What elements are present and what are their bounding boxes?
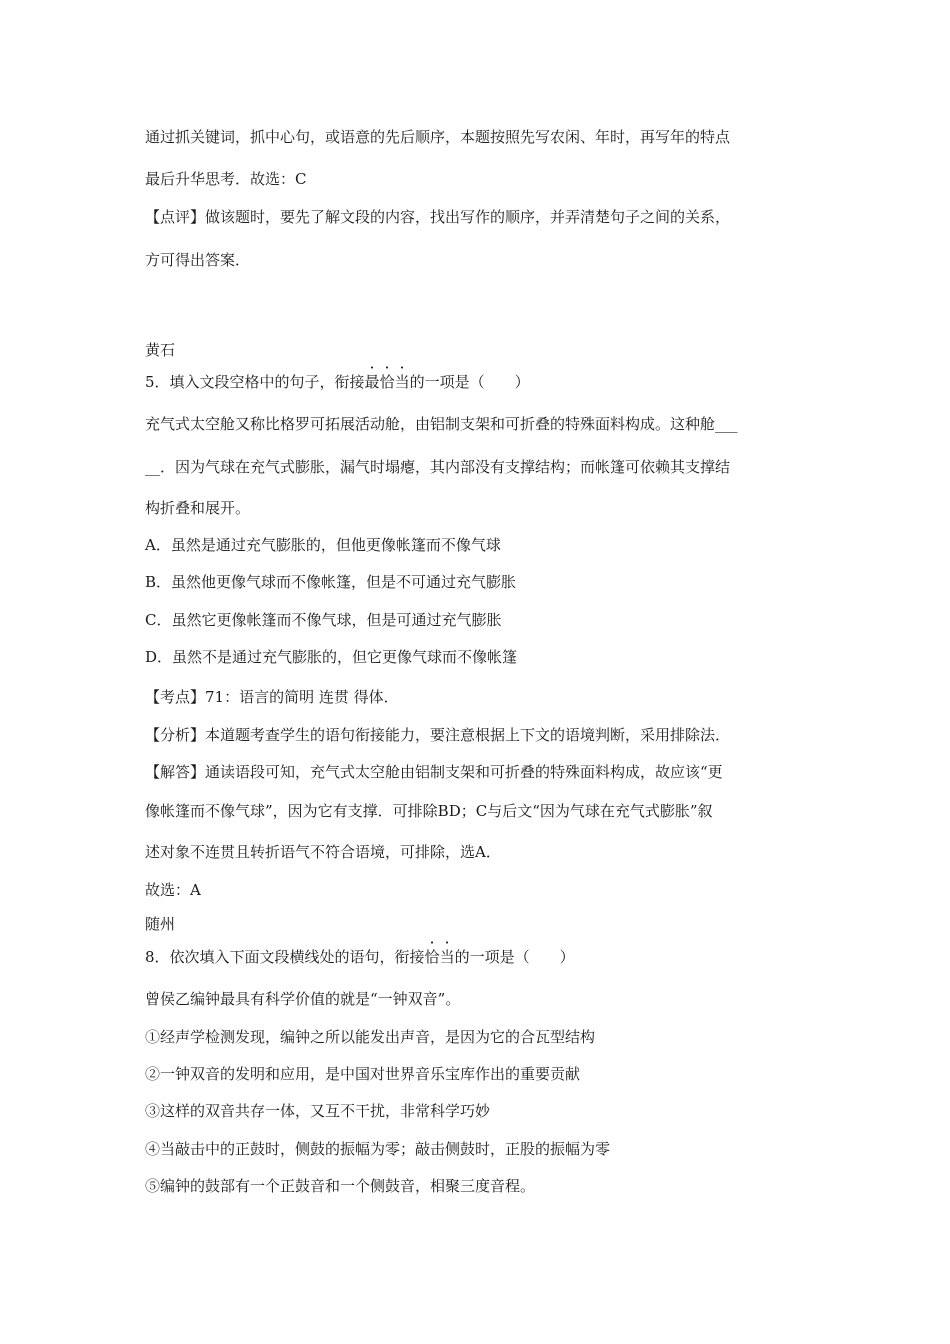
q5-analysis: 【分析】本道题考查学生的语句衔接能力，要注意根据上下文的语境判断，采用排除法． [145, 726, 731, 744]
q5-answer-3: 述对象不连贯且转折语气不符合语境，可排除，选A． [145, 843, 501, 861]
text-line-4: 方可得出答案． [145, 251, 251, 269]
q5-option-c: C．虽然它更像帐篷而不像气球，但是可通过充气膨胀 [145, 611, 502, 629]
q8-suffix: 的一项是（ ） [454, 948, 575, 966]
q5-emphasis-2: 恰 [379, 373, 395, 391]
q8-sentence-1: ①经声学检测发现，编钟之所以能发出声音，是因为它的合瓦型结构 [145, 1028, 596, 1046]
q5-passage-2: __．因为气球在充气式膨胀，漏气时塌瘪，其内部没有支撑结构；而帐篷可依赖其支撑结 [145, 458, 731, 476]
q5-emphasis-1: 最 [364, 373, 380, 391]
region-label-suizhou: 随州 [145, 915, 176, 933]
q5-passage-3: 构折叠和展开。 [145, 499, 251, 517]
q8-sentence-4: ④当敲击中的正鼓时，侧鼓的振幅为零；敲击侧鼓时，正股的振幅为零 [145, 1140, 611, 1158]
question-8-title [145, 947, 575, 967]
text-line-3: 【点评】做该题时，要先了解文段的内容，找出写作的顺序，并弄清楚句子之间的关系， [145, 208, 731, 226]
q5-answer-1: 【解答】通读语段可知，充气式太空舱由铝制支架和可折叠的特殊面料构成，故应该“更 [145, 763, 723, 781]
q5-answer-2: 像帐篷而不像气球”，因为它有支撑．可排除BD；C与后文“因为气球在充气式膨胀”叙 [145, 802, 713, 820]
q5-choice: 故选：A [145, 881, 201, 899]
text-line-1: 通过抓关键词，抓中心句，或语意的先后顺序，本题按照先写农闲、年时，再写年的特点 [145, 128, 731, 146]
question-5-title [145, 372, 530, 392]
q8-passage: 曾侯乙编钟最具有科学价值的就是“一钟双音”。 [145, 990, 461, 1008]
q5-emphasis-3: 当 [394, 373, 410, 391]
q8-sentence-2: ②一钟双音的发明和应用，是中国对世界音乐宝库作出的重要贡献 [145, 1065, 581, 1083]
q8-prefix: 8．依次填入下面文段横线处的语句，衔接 [145, 948, 425, 966]
q5-suffix: 的一项是（ ） [409, 373, 530, 391]
text-line-2: 最后升华思考．故选：C [145, 170, 307, 188]
q5-kaodian: 【考点】71：语言的简明 连贯 得体． [145, 688, 399, 706]
q5-prefix: 5．填入文段空格中的句子，衔接 [145, 373, 365, 391]
q8-emphasis-1: 恰 [424, 948, 440, 966]
q8-sentence-5: ⑤编钟的鼓部有一个正鼓音和一个侧鼓音，相聚三度音程。 [145, 1177, 536, 1195]
q5-option-a: A．虽然是通过充气膨胀的，但他更像帐篷而不像气球 [145, 536, 501, 554]
q5-option-d: D．虽然不是通过充气膨胀的，但它更像气球而不像帐篷 [145, 648, 518, 666]
q5-passage-1: 充气式太空舱又称比格罗可拓展活动舱，由铝制支架和可折叠的特殊面料构成。这种舱___ [145, 415, 738, 433]
q8-sentence-3: ③这样的双音共存一体，又互不干扰，非常科学巧妙 [145, 1102, 491, 1120]
q8-emphasis-2: 当 [439, 948, 455, 966]
region-label-huangshi: 黄石 [145, 341, 176, 359]
q5-option-b: B．虽然他更像气球而不像帐篷，但是不可通过充气膨胀 [145, 573, 517, 591]
